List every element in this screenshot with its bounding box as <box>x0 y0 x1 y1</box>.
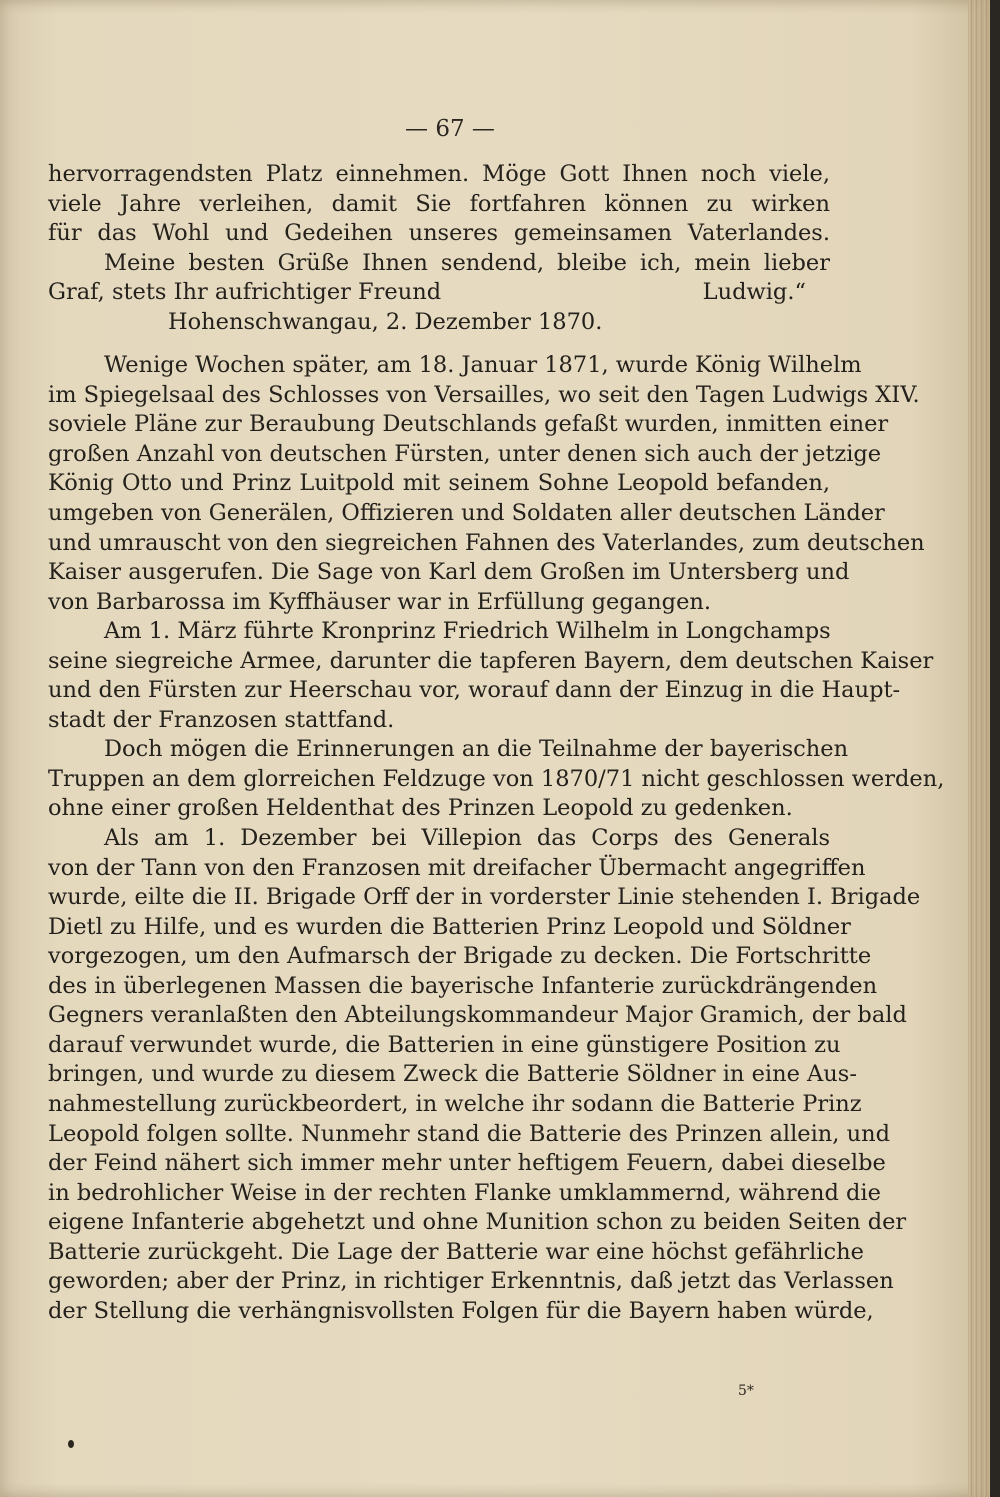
text-line: der Feind nähert sich immer mehr unter heftigem Feuern, dabei dieselbe <box>48 1150 886 1177</box>
paragraph <box>48 824 921 1326</box>
paragraph <box>48 351 925 617</box>
text-line: Kaiser ausgerufen. Die Sage von Karl dem Großen im Untersberg und <box>48 559 850 586</box>
text-line: Batterie zurückgeht. Die Lage der Batterie war eine höchst gefährliche <box>48 1238 864 1265</box>
text-line: im Spiegelsaal des Schlosses von Versailles, wo seit den Tagen Ludwigs XIV. <box>48 381 920 408</box>
text-line: umgeben von Generälen, Offizieren und Soldaten aller deutschen Länder <box>48 500 885 527</box>
text-line: und umrauscht von den siegreichen Fahnen des Vaterlandes, zum deutschen <box>48 529 925 556</box>
paragraph <box>48 617 934 735</box>
closing-text: Graf, stets Ihr aufrichtiger Freund <box>48 279 442 306</box>
text-line: wurde, eilte die II. Brigade Orff der in vorderster Linie stehenden I. Brigade <box>48 884 921 911</box>
text-line: vorgezogen, um den Aufmarsch der Brigade zu decken. Die Fortschritte <box>48 943 872 970</box>
text-line: Dietl zu Hilfe, und es wurden die Batterien Prinz Leopold und Söldner <box>48 913 851 940</box>
text-line: Als am 1. Dezember bei Villepion das Corps des Generals <box>104 825 830 852</box>
text-line: stadt der Franzosen stattfand. <box>48 706 395 733</box>
printer-signature-mark: 5* <box>738 1383 754 1399</box>
text-line: geworden; aber der Prinz, in richtiger Erkenntnis, daß jetzt das Verlassen <box>48 1268 894 1295</box>
text-line: bringen, und wurde zu diesem Zweck die Batterie Söldner in eine Aus- <box>48 1061 857 1088</box>
text-line: Am 1. März führte Kronprinz Friedrich Wilhelm in Longchamps <box>104 618 831 645</box>
text-line: viele Jahre verleihen, damit Sie fortfahren können zu wirken <box>48 190 830 217</box>
letter-greeting: Meine besten Grüße Ihnen sendend, bleibe ich, mein lieber <box>104 249 830 276</box>
text-line: in bedrohlicher Weise in der rechten Flanke umklammernd, während die <box>48 1179 881 1206</box>
text-line: für das Wohl und Gedeihen unseres gemeinsamen Vaterlandes. <box>48 220 830 247</box>
text-line: der Stellung die verhängnisvollsten Folgen für die Bayern haben würde, <box>48 1297 874 1324</box>
ink-speck <box>68 1440 74 1448</box>
letter-dateline: Hohenschwangau, 2. Dezember 1870. <box>168 308 603 335</box>
text-line: großen Anzahl von deutschen Fürsten, unter denen sich auch der jetzige <box>48 440 882 467</box>
text-line: Truppen an dem glorreichen Feldzuge von 1870/71 nicht geschlossen werden, <box>48 765 945 792</box>
text-line: König Otto und Prinz Luitpold mit seinem Sohne Leopold befanden, <box>48 470 830 497</box>
letter-signature: Ludwig.“ <box>702 279 806 306</box>
text-line: hervorragendsten Platz einnehmen. Möge Gott Ihnen noch viele, <box>48 161 830 187</box>
text-line: soviele Pläne zur Beraubung Deutschlands gefaßt wurden, inmitten einer <box>48 411 889 438</box>
text-line: von Barbarossa im Kyffhäuser war in Erfüllung gegangen. <box>48 588 712 615</box>
text-line: Wenige Wochen später, am 18. Januar 1871, wurde König Wilhelm <box>104 352 862 379</box>
text-line: Gegners veranlaßten den Abteilungskommandeur Major Gramich, der bald <box>48 1002 907 1029</box>
page-number: — 67 — <box>405 116 495 142</box>
text-line: eigene Infanterie abgehetzt und ohne Munition schon zu beiden Seiten der <box>48 1209 907 1236</box>
paragraph <box>48 735 945 824</box>
letter-closing <box>48 278 830 308</box>
text-line: Doch mögen die Erinnerungen an die Teilnahme der bayerischen <box>104 736 849 763</box>
text-line: und den Fürsten zur Heerschau vor, worauf dann der Einzug in die Haupt- <box>48 677 901 704</box>
text-line: darauf verwundet wurde, die Batterien in eine günstigere Position zu <box>48 1031 841 1058</box>
text-line: Leopold folgen sollte. Nunmehr stand die Batterie des Prinzen allein, und <box>48 1120 890 1147</box>
text-line: seine siegreiche Armee, darunter die tapferen Bayern, dem deutschen Kaiser <box>48 647 934 674</box>
text-line: von der Tann von den Franzosen mit dreifacher Übermacht angegriffen <box>48 854 866 881</box>
text-line: ohne einer großen Heldenthat des Prinzen Leopold zu gedenken. <box>48 795 793 822</box>
page-text <box>48 160 945 1326</box>
text-line: nahmestellung zurückbeordert, in welche ihr sodann die Batterie Prinz <box>48 1090 862 1117</box>
page-edge <box>968 0 990 1497</box>
text-line: des in überlegenen Massen die bayerische Infanterie zurückdrängenden <box>48 972 878 999</box>
